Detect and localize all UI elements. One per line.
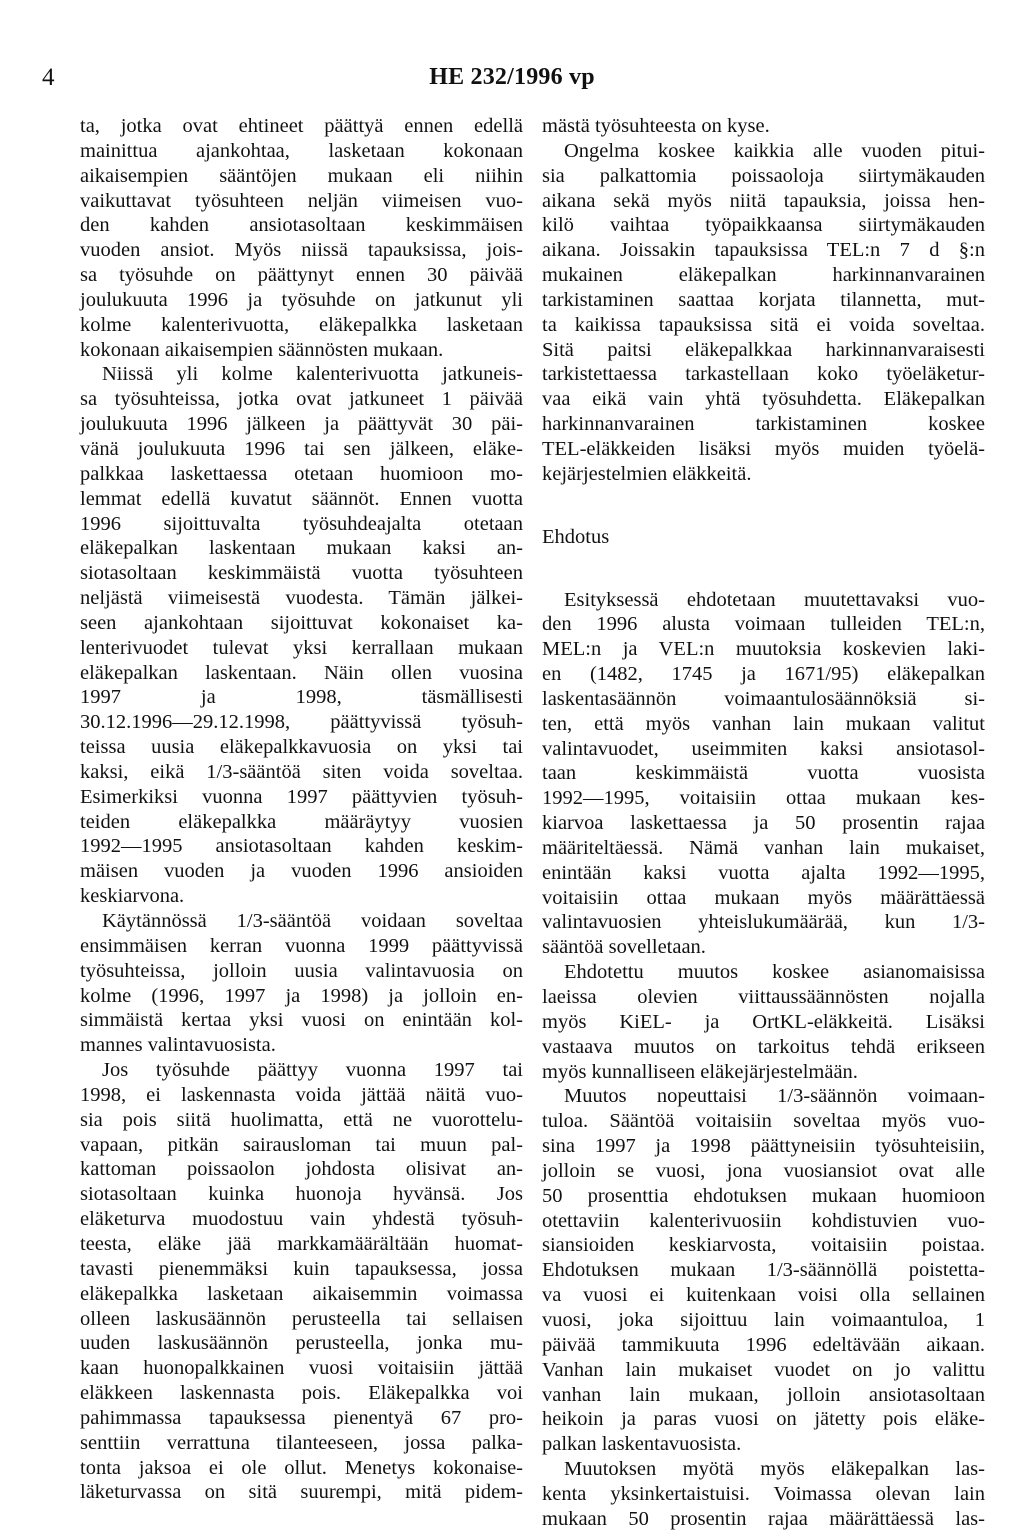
text-line: siotasoltaan keskimmäistä vuotta työsuhteen bbox=[80, 562, 523, 585]
text-line: lenterivuodet tulevat yksi kerrallaan mukaan bbox=[80, 636, 523, 659]
text-line: vaikuttavat työsuhteen neljän viimeisen vuo- bbox=[80, 189, 523, 212]
text-line: 1998, ei laskennasta voida jättää näitä vuo- bbox=[80, 1083, 523, 1106]
text-line: eläkepalkan laskentaan. Näin ollen vuosina bbox=[80, 661, 523, 684]
text-line: vanhan lain mukaan, jolloin ansiotasoltaan bbox=[542, 1383, 985, 1406]
text-line: pahimmassa tapauksessa pienentyä 67 pro- bbox=[80, 1406, 523, 1429]
text-line: kolme kalenterivuotta, eläkepalkka lasketaan bbox=[80, 313, 523, 336]
left-column bbox=[80, 114, 523, 1505]
text-line: en (1482, 1745 ja 1671/95) eläkepalkan bbox=[542, 663, 985, 686]
text-line: tavasti pienemmäksi kuin tapauksessa, jossa bbox=[80, 1257, 523, 1280]
text-line: vänä joulukuuta 1996 tai sen jälkeen, eläke- bbox=[80, 437, 523, 460]
text-line: kaan huonopalkkainen vuosi voitaisiin jättää bbox=[80, 1357, 523, 1380]
text-line: aikaisempien sääntöjen mukaan eli niihin bbox=[80, 164, 523, 187]
text-line: va vuosi ei kuitenkaan voisi olla sellainen bbox=[542, 1284, 985, 1307]
text-line: 30.12.1996—29.12.1998, päättyvissä työsuh- bbox=[80, 711, 523, 734]
text-line: teissa uusia eläkepalkkavuosia on yksi tai bbox=[80, 736, 523, 759]
text-line: joulukuuta 1996 jälkeen ja päättyvät 30 päi- bbox=[80, 413, 523, 436]
text-line: MEL:n ja VEL:n muutoksia koskevien laki- bbox=[542, 638, 985, 661]
text-line: Sitä paitsi eläkepalkkaa harkinnanvaraisesti bbox=[542, 338, 985, 361]
text-line: TEL-eläkkeiden lisäksi myös muiden työelä- bbox=[542, 437, 985, 460]
text-line: seen ajankohtaan sijoittuvat kokonaiset ka- bbox=[80, 611, 523, 634]
text-line: kolme (1996, 1997 ja 1998) ja jolloin en- bbox=[80, 984, 523, 1007]
text-line: palkkaa laskettaessa otetaan huomioon mo- bbox=[80, 462, 523, 485]
text-line: Jos työsuhde päättyy vuonna 1997 tai bbox=[102, 1059, 523, 1082]
page-number: 4 bbox=[42, 64, 55, 91]
text-line: vapaan, pitkän sairausloman tai muun pal- bbox=[80, 1133, 523, 1156]
text-line: valintavuosien yhteislukumäärää, kun 1/3- bbox=[542, 911, 985, 934]
text-line: den 1996 alusta voimaan tulleiden TEL:n, bbox=[542, 613, 985, 636]
text-line: sia pois siitä huolimatta, että ne vuorottelu- bbox=[80, 1108, 523, 1131]
text-line: kiarvoa laskettaessa ja 50 prosentin rajaa bbox=[542, 812, 985, 835]
text-line: mästä työsuhteesta on kyse. bbox=[542, 115, 770, 137]
text-line: neljästä viimeisestä vuodesta. Tämän jälkei- bbox=[80, 587, 523, 610]
text-line: tonta jaksoa ei ole ollut. Menetys kokonaise- bbox=[80, 1456, 523, 1479]
text-line: Ongelma koskee kaikkia alle vuoden pitui- bbox=[564, 139, 985, 162]
text-line: eläkepalkan laskentaan mukaan kaksi an- bbox=[80, 537, 523, 560]
text-line: eläketurva muodostuu vain yhdestä työsuh- bbox=[80, 1208, 523, 1231]
text-line: 1992—1995 ansiotasoltaan kahden keskim- bbox=[80, 835, 523, 858]
text-line: kejärjestelmien eläkkeitä. bbox=[542, 462, 752, 485]
right-column bbox=[542, 114, 985, 1532]
text-line: laskentasäännön voimaantulosäännöksiä si- bbox=[542, 687, 985, 710]
text-line: päivää tammikuuta 1996 edeltävään aikaan. bbox=[542, 1333, 985, 1356]
text-line: eläkkeen laskennasta pois. Eläkepalkka voi bbox=[80, 1382, 523, 1405]
text-line: den kahden ansiotasoltaan keskimmäisen bbox=[80, 214, 523, 237]
text-line: vuoden ansiot. Myös niissä tapauksissa, jois- bbox=[80, 239, 523, 262]
text-line: aikana sekä myös niitä tapauksia, joissa hen- bbox=[542, 189, 985, 212]
text-line: vastaava muutos on tarkoitus tehdä erikseen bbox=[542, 1035, 985, 1058]
text-line: 1997 ja 1998, täsmällisesti bbox=[80, 686, 523, 709]
text-line: sina 1997 ja 1998 päättyneisiin työsuhteisiin, bbox=[542, 1135, 985, 1158]
text-line: myös kunnalliseen eläkejärjestelmään. bbox=[542, 1060, 858, 1083]
text-line: mukainen eläkepalkan harkinnanvarainen bbox=[542, 264, 985, 287]
text-line: sa työsuhteissa, jotka ovat jatkuneet 1 päivää bbox=[80, 388, 523, 411]
section-heading-ehdotus: Ehdotus bbox=[542, 525, 610, 548]
text-line: ten, että myös vanhan lain mukaan valitut bbox=[542, 712, 985, 735]
text-line: taan keskimmäistä vuotta vuosista bbox=[542, 762, 985, 785]
text-line: Niissä yli kolme kalenterivuotta jatkuneis- bbox=[102, 363, 523, 386]
text-line: teiden eläkepalkka määräytyy vuosien bbox=[80, 810, 523, 833]
text-line: sa työsuhde on päättynyt ennen 30 päivää bbox=[80, 264, 523, 287]
text-line: Käytännössä 1/3-sääntöä voidaan soveltaa bbox=[102, 910, 523, 932]
text-line: myös KiEL- ja OrtKL-eläkkeitä. Lisäksi bbox=[542, 1010, 985, 1033]
text-line: mukaan 50 prosentin rajaa määrättäessä las- bbox=[542, 1507, 985, 1530]
text-line: 1996 sijoittuvalta työsuhdeajalta otetaan bbox=[80, 512, 523, 535]
text-line: olleen laskusäännön perusteella tai sellaisen bbox=[80, 1307, 523, 1330]
text-line: heikoin ja paras vuosi on jätetty pois eläke- bbox=[542, 1408, 985, 1431]
text-line: mannes valintavuosista. bbox=[80, 1034, 276, 1057]
text-line: senttiin verrattuna tilanteeseen, jossa palka- bbox=[80, 1431, 523, 1454]
text-line: Vanhan lain mukaiset vuodet on jo valittu bbox=[542, 1358, 985, 1381]
text-line: määriteltäessä. Nämä vanhan lain mukaiset, bbox=[542, 836, 985, 859]
text-line: työsuhteissa, jolloin uusia valintavuosia on bbox=[80, 959, 523, 982]
text-line: Esimerkiksi vuonna 1997 päättyvien työsuh- bbox=[80, 785, 523, 808]
text-line: vaa eikä vain yhtä työsuhdetta. Eläkepalkan bbox=[542, 388, 985, 411]
text-line: Muutoksen myötä myös eläkepalkan las- bbox=[564, 1458, 985, 1481]
text-line: läketurvassa on sitä suurempi, mitä pidem- bbox=[80, 1481, 523, 1504]
text-line: simmäistä kertaa yksi vuosi on enintään kol- bbox=[80, 1009, 523, 1032]
text-line: jolloin se vuosi, jona vuosiansiot ovat alle bbox=[542, 1159, 985, 1182]
text-line: 1992—1995, voitaisiin ottaa mukaan kes- bbox=[542, 787, 985, 810]
text-line: vuosi, joka sijoittuu lain voimaantuloa, 1 bbox=[542, 1308, 985, 1331]
text-line: kokonaan aikaisempien säännösten mukaan. bbox=[80, 338, 444, 361]
text-line: tuloa. Sääntöä voitaisiin soveltaa myös vuo- bbox=[542, 1110, 985, 1133]
text-line: harkinnanvarainen tarkistaminen koskee bbox=[542, 413, 985, 436]
text-line: mäisen vuoden ja vuoden 1996 ansioiden bbox=[80, 860, 523, 883]
text-line: tarkistaminen saattaa korjata tilannetta, mut- bbox=[542, 288, 985, 311]
text-line: laeissa olevien viittaussäännösten nojalla bbox=[542, 986, 985, 1008]
text-line: valintavuodet, useimmiten kaksi ansiotasol- bbox=[542, 737, 985, 760]
text-line: ta kaikissa tapauksissa sitä ei voida soveltaa. bbox=[542, 313, 985, 336]
text-line: ta, jotka ovat ehtineet päättyä ennen edellä bbox=[80, 115, 523, 137]
text-line: ensimmäisen kerran vuonna 1999 päättyvissä bbox=[80, 934, 523, 957]
text-line: kattoman poissaolon johdosta olisivat an- bbox=[80, 1158, 523, 1181]
text-line: teesta, eläke jää markkamäärältään huomat- bbox=[80, 1232, 523, 1255]
text-line: Esityksessä ehdotetaan muutettavaksi vuo- bbox=[564, 588, 985, 611]
text-line: sääntöä sovelletaan. bbox=[542, 936, 706, 959]
text-line: enintään kaksi vuotta ajalta 1992—1995, bbox=[542, 861, 985, 884]
text-line: sia palkattomia poissaoloja siirtymäkauden bbox=[542, 164, 985, 187]
text-line: aikana. Joissakin tapauksissa TEL:n 7 d §:n bbox=[542, 239, 985, 262]
text-line: kaksi, eikä 1/3-sääntöä siten voida soveltaa. bbox=[80, 760, 523, 783]
text-line: voitaisiin ottaa mukaan myös määrättäessä bbox=[542, 886, 985, 909]
text-line: kenta yksinkertaistuisi. Voimassa olevan lain bbox=[542, 1482, 985, 1505]
text-line: siansioiden keskiarvosta, voitaisiin poistaa. bbox=[542, 1234, 985, 1257]
text-line: otettaviin kalenterivuosiin kohdistuvien vuo- bbox=[542, 1209, 985, 1232]
page-header: HE 232/1996 vp bbox=[429, 64, 595, 90]
text-line: 50 prosenttia ehdotuksen mukaan huomioon bbox=[542, 1184, 985, 1207]
text-line: joulukuuta 1996 ja työsuhde on jatkunut yli bbox=[80, 288, 523, 311]
text-line: Ehdotettu muutos koskee asianomaisissa bbox=[564, 961, 985, 984]
text-line: tarkistettaessa tarkastellaan koko työeläketur- bbox=[542, 363, 985, 386]
text-line: Muutos nopeuttaisi 1/3-säännön voimaan- bbox=[564, 1085, 985, 1108]
text-line: keskiarvona. bbox=[80, 885, 185, 908]
text-line: palkan laskentavuosista. bbox=[542, 1433, 742, 1456]
text-line: siotasoltaan kuinka huonoja hyvänsä. Jos bbox=[80, 1183, 523, 1206]
text-line: mainittua ajankohtaa, lasketaan kokonaan bbox=[80, 139, 523, 162]
text-line: eläkepalkka lasketaan aikaisemmin voimassa bbox=[80, 1282, 523, 1305]
text-line: Ehdotuksen mukaan 1/3-säännöllä poistetta- bbox=[542, 1259, 985, 1282]
text-line: lemmat edellä kuvatut säännöt. Ennen vuotta bbox=[80, 487, 523, 510]
text-line: uuden laskusäännön perusteella, jonka mu- bbox=[80, 1332, 523, 1355]
text-line: kilö vaihtaa työpaikkaansa siirtymäkauden bbox=[542, 214, 985, 237]
